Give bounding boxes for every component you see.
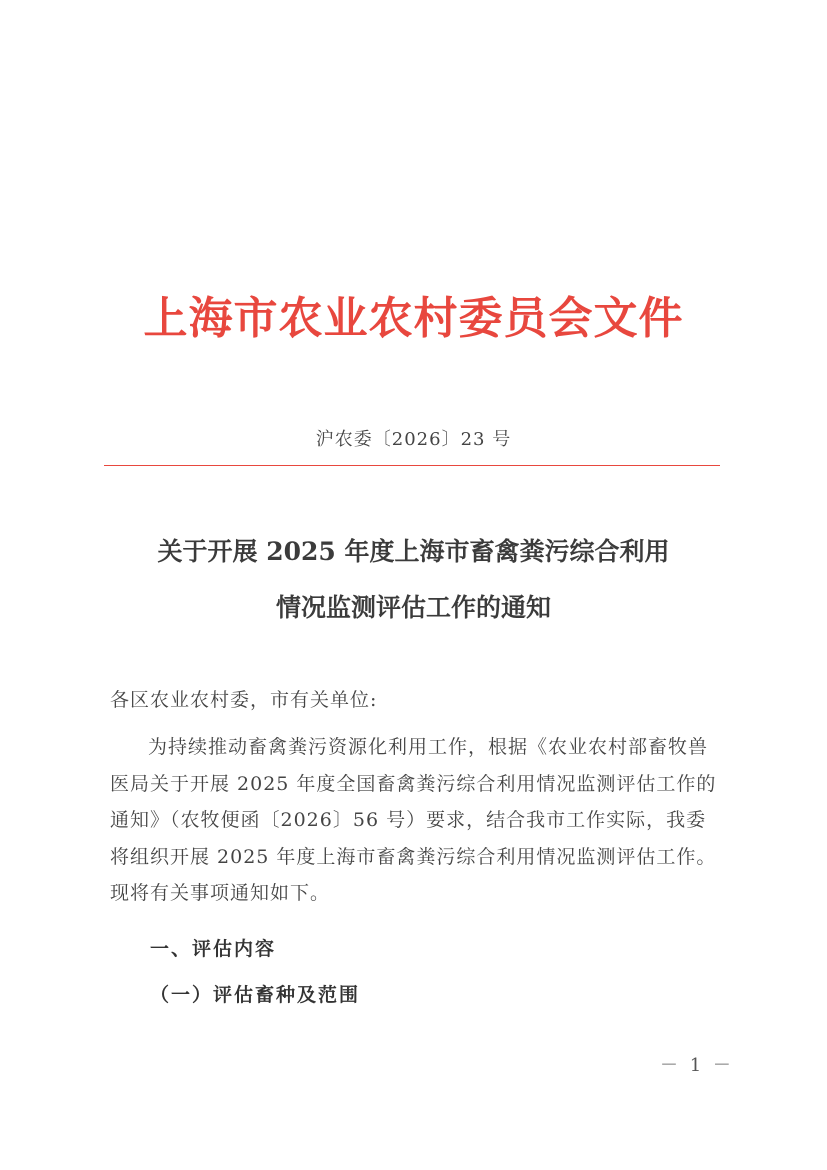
document-masthead: 上海市农业农村委员会文件: [143, 293, 684, 344]
document-number: 沪农委〔2026〕23 号: [315, 429, 512, 450]
document-title-line-1: 关于开展 2025 年度上海市畜禽粪污综合利用: [157, 537, 670, 566]
subsection-heading: （一）评估畜种及范围: [150, 984, 361, 1006]
page-number: － 1 －: [660, 1055, 734, 1076]
body-paragraph: 为持续推动畜禽粪污资源化利用工作，根据《农业农村部畜牧兽医局关于开展 2025 年度全国畜禽粪污综合利用情况监测评估工作的通知》（农牧便函〔2026〕56 号）要求，结合我市工作实际，我委将组织开展 2025 年度上海市畜禽粪污综合利用情况监测评估工作。现将有关事项通知如下。: [110, 736, 717, 904]
document-title-line-2: 情况监测评估工作的通知: [275, 593, 551, 622]
red-divider-line: [104, 465, 720, 466]
salutation: 各区农业农村委，市有关单位:: [110, 689, 378, 711]
section-heading: 一、评估内容: [150, 938, 277, 960]
